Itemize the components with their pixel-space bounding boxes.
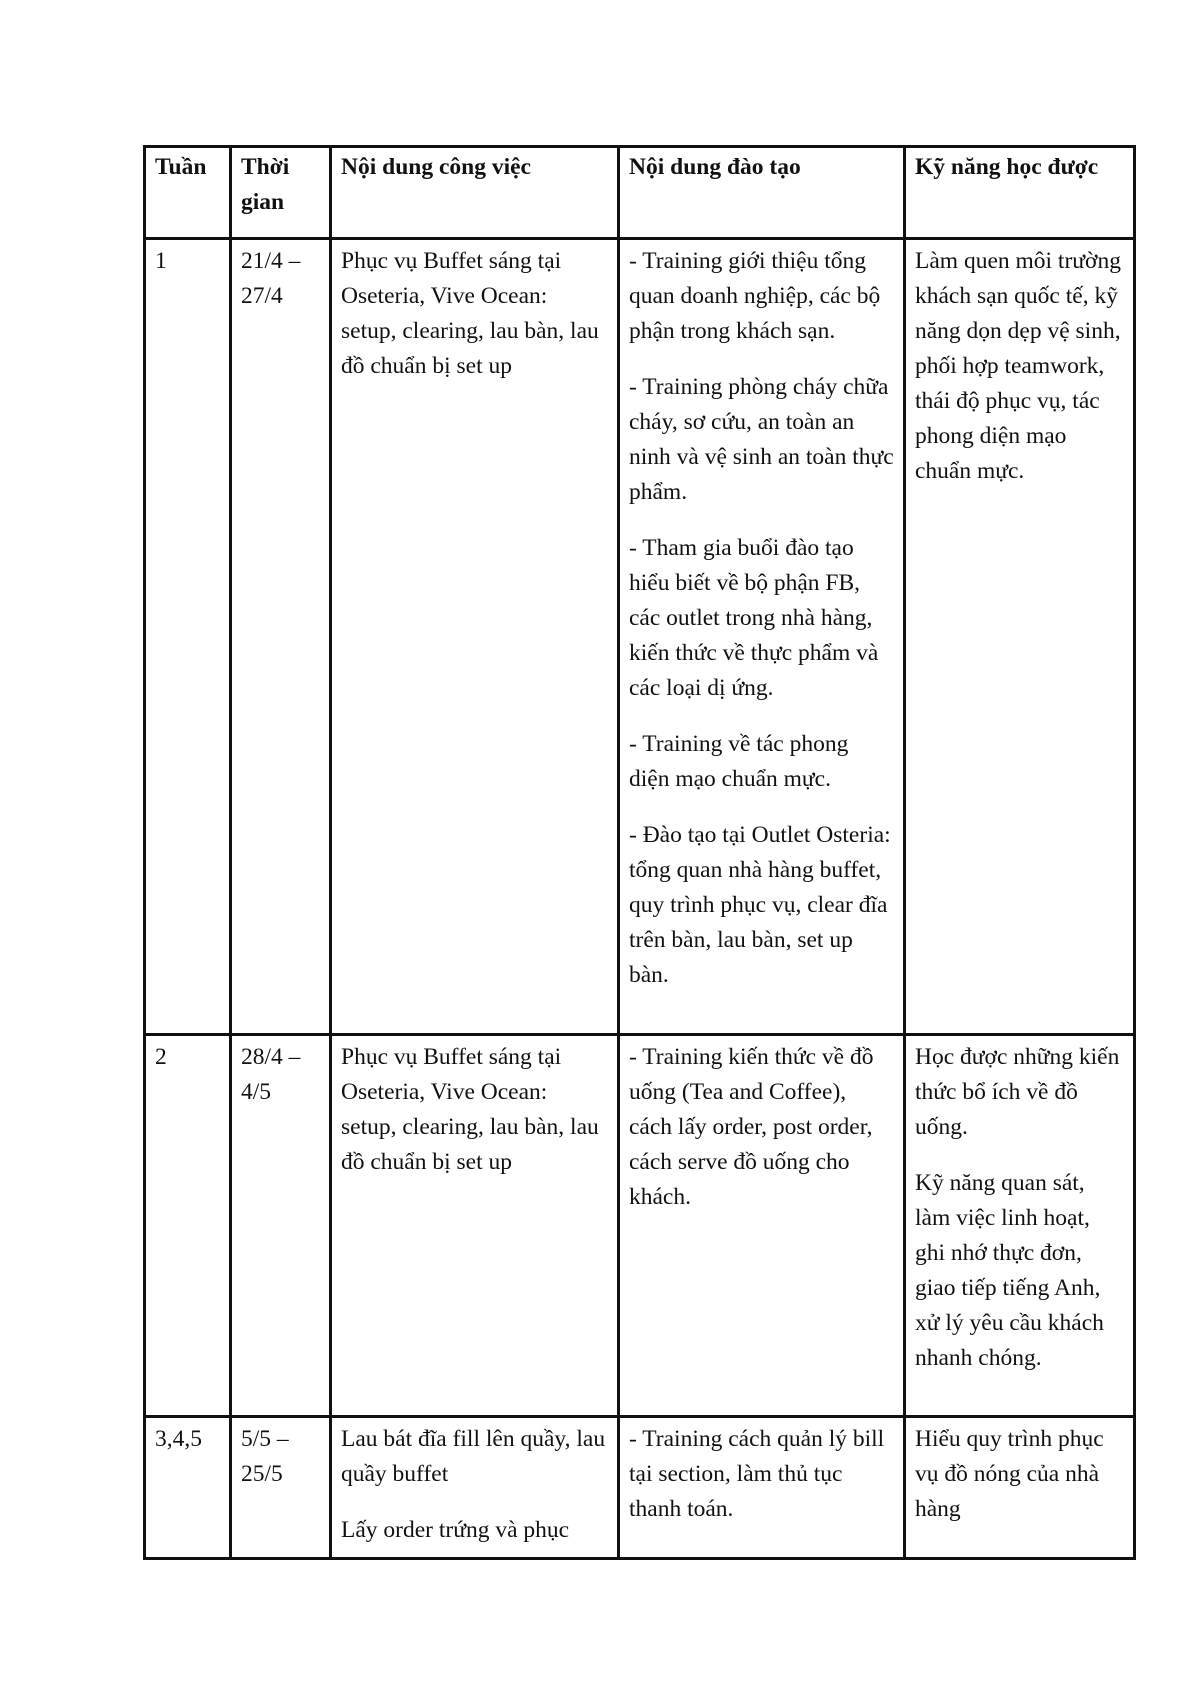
skills-paragraph: Làm quen môi trường khách sạn quốc tế, kỹ năng dọn dẹp vệ sinh, phối hợp teamwork, thái độ phục vụ, tác phong diện mạo chuẩn mực.: [915, 248, 1121, 484]
work-paragraph: Lấy order trứng và phục: [341, 1517, 570, 1543]
work-cell: [331, 1035, 619, 1417]
training-cell: [619, 1417, 905, 1559]
header-work: Nội dung công việc: [331, 147, 619, 239]
training-paragraph: - Tham gia buổi đào tạo hiểu biết về bộ phận FB, các outlet trong nhà hàng, kiến thức về thực phẩm và các loại dị ứng.: [629, 535, 879, 701]
training-cell: [619, 239, 905, 1035]
training-paragraph: - Training kiến thức về đồ uống (Tea and Coffee), cách lấy order, post order, cách serve đồ uống cho khách.: [629, 1044, 874, 1210]
work-cell: [331, 1417, 619, 1559]
header-time: Thời gian: [231, 147, 331, 239]
skills-cell: [905, 239, 1135, 1035]
time-cell: 28/4 – 4/5: [231, 1035, 331, 1417]
table-row: [145, 239, 1135, 1035]
skills-paragraph: Hiểu quy trình phục vụ đồ nóng của nhà hàng: [915, 1426, 1104, 1522]
week-cell: 2: [145, 1035, 231, 1417]
training-paragraph: - Training giới thiệu tổng quan doanh nghiệp, các bộ phận trong khách sạn.: [629, 248, 881, 344]
table-row: [145, 1035, 1135, 1417]
training-schedule-table: [143, 145, 1136, 1560]
time-cell: 21/4 – 27/4: [231, 239, 331, 1035]
work-cell: [331, 239, 619, 1035]
header-skills: Kỹ năng học được: [905, 147, 1135, 239]
header-training: Nội dung đào tạo: [619, 147, 905, 239]
table-row: [145, 1417, 1135, 1559]
work-paragraph: Lau bát đĩa fill lên quầy, lau quầy buffet: [341, 1426, 606, 1487]
table-header-row: [145, 147, 1135, 239]
training-paragraph: - Training cách quản lý bill tại section, làm thủ tục thanh toán.: [629, 1426, 885, 1522]
skills-cell: [905, 1417, 1135, 1559]
training-paragraph: - Training phòng cháy chữa cháy, sơ cứu, an toàn an ninh và vệ sinh an toàn thực phẩm.: [629, 374, 894, 505]
week-cell: 1: [145, 239, 231, 1035]
training-paragraph: - Đào tạo tại Outlet Osteria: tổng quan nhà hàng buffet, quy trình phục vụ, clear đĩa trên bàn, lau bàn, set up bàn.: [629, 822, 891, 988]
training-paragraph: - Training về tác phong diện mạo chuẩn mực.: [629, 731, 849, 792]
skills-cell: [905, 1035, 1135, 1417]
week-cell: 3,4,5: [145, 1417, 231, 1559]
training-cell: [619, 1035, 905, 1417]
header-week: Tuần: [145, 147, 231, 239]
skills-paragraph: Học được những kiến thức bổ ích về đồ uống.: [915, 1044, 1120, 1140]
work-paragraph: Phục vụ Buffet sáng tại Oseteria, Vive Ocean: setup, clearing, lau bàn, lau đồ chuẩn bị set up: [341, 1044, 599, 1175]
skills-paragraph: Kỹ năng quan sát, làm việc linh hoạt, ghi nhớ thực đơn, giao tiếp tiếng Anh, xử lý yêu cầu khách nhanh chóng.: [915, 1170, 1104, 1371]
work-paragraph: Phục vụ Buffet sáng tại Oseteria, Vive Ocean: setup, clearing, lau bàn, lau đồ chuẩn bị set up: [341, 248, 599, 379]
time-cell: 5/5 – 25/5: [231, 1417, 331, 1559]
